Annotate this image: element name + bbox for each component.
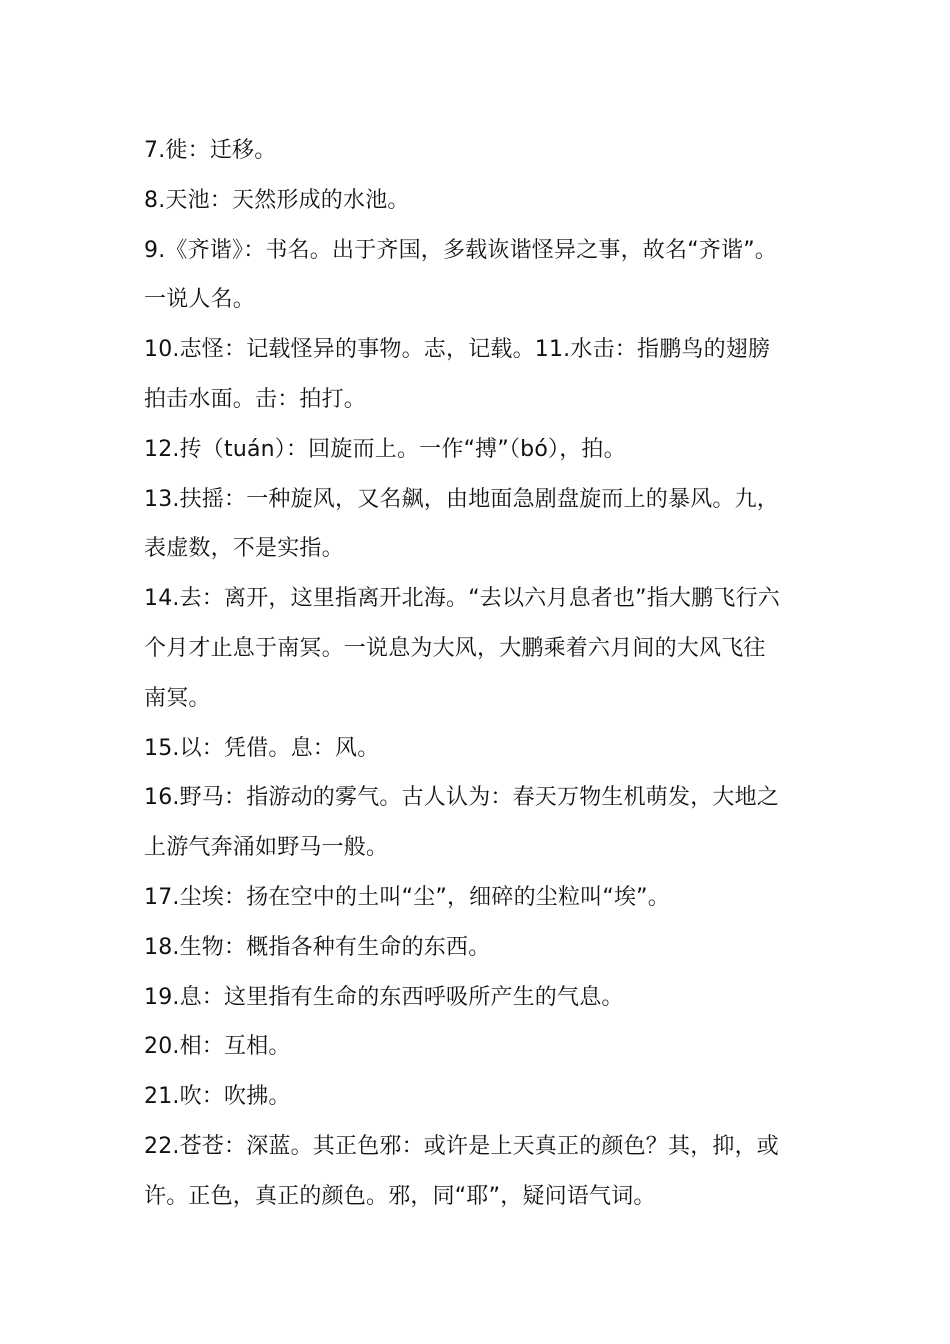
note-line-19: 19.息：这里指有生命的东西呼吸所产生的气息。 [144,984,624,1010]
note-line-13: 13.扶摇：一种旋风，又名飙，由地面急剧盘旋而上的暴风。九， [144,486,779,512]
note-line-21: 21.吹：吹拂。 [144,1084,291,1110]
note-line-16: 16.野马：指游动的雾气。古人认为：春天万物生机萌发，大地之 [144,785,779,811]
note-line-22: 22.苍苍：深蓝。其正色邪：或许是上天真正的颜色？其，抑，或 [144,1133,779,1159]
note-line-7: 7.徙：迁移。 [144,138,277,163]
note-line-17: 17.尘埃：扬在空中的土叫“尘”，细碎的尘粒叫“埃”。 [144,884,670,910]
note-line-10-11: 10.志怪：记载怪异的事物。志，记载。11.水击：指鹏鸟的翅膀 [144,337,771,363]
note-line-9: 9.《齐谐》：书名。出于齐国，多载诙谐怪异之事，故名“齐谐”。 [144,237,777,263]
note-line-14-cont-1: 个月才止息于南冥。一说息为大风，大鹏乘着六月间的大风飞往 [144,635,766,661]
note-line-8: 8.天池：天然形成的水池。 [144,187,410,213]
note-line-13-cont: 表虚数，不是实指。 [144,536,344,562]
note-line-14: 14.去：离开，这里指离开北海。“去以六月息者也”指大鹏飞行六 [144,586,780,612]
note-line-9-cont: 一说人名。 [144,287,256,313]
note-line-18: 18.生物：概指各种有生命的东西。 [144,934,491,960]
note-line-20: 20.相：互相。 [144,1034,291,1060]
note-line-11-cont: 拍击水面。击：拍打。 [144,386,367,412]
note-line-15: 15.以：凭借。息：风。 [144,735,380,761]
note-line-14-cont-2: 南冥。 [144,685,211,711]
note-line-16-cont: 上游气奔涌如野马一般。 [144,835,389,861]
annotation-list [144,126,814,1222]
note-line-12: 12.抟（tuán）：回旋而上。一作“搏”（bó），拍。 [144,436,626,462]
note-line-22-cont: 许。正色，真正的颜色。邪，同“耶”，疑问语气词。 [144,1183,656,1209]
